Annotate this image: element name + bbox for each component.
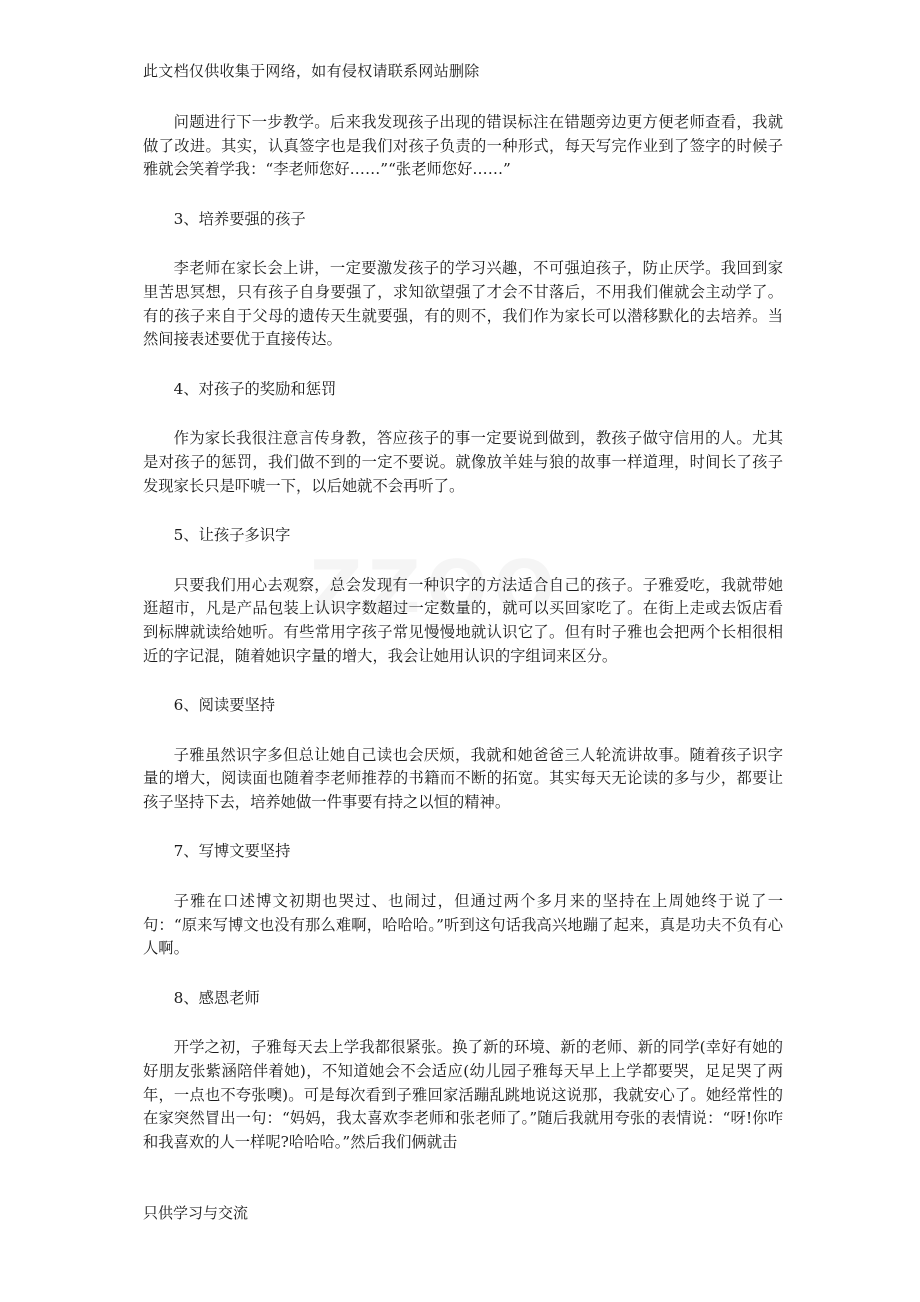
section-paragraph-4: 作为家长我很注意言传身教，答应孩子的事一定要说到做到，教孩子做守信用的人。尤其是对孩子的惩罚，我们做不到的一定不要说。就像放羊娃与狼的故事一样道理，时间长了孩子发现家长只是吓唬一下，以后她就不会再听了。 <box>143 429 783 495</box>
section-paragraph-7: 子雅在口述博文初期也哭过、也闹过，但通过两个多月来的坚持在上周她终于说了一句：“原来写博文也没有那么难啊，哈哈哈。”听到这句话我高兴地蹦了起来，真是功夫不负有心人啊。 <box>143 892 783 958</box>
section-paragraph-5: 只要我们用心去观察，总会发现有一种识字的方法适合自己的孩子。子雅爱吃，我就带她逛超市，凡是产品包装上认识字数超过一定数量的，就可以买回家吃了。在街上走或去饭店看到标牌就读给她听。有些常用字孩子常见慢慢地就认识它了。但有时子雅也会把两个长相很相近的字记混，随着她识字量的增大，我会让她用认识的字组词来区分。 <box>143 575 783 665</box>
section-heading-6: 6、阅读要坚持 <box>173 696 276 715</box>
section-paragraph-3: 李老师在家长会上讲，一定要激发孩子的学习兴趣，不可强迫孩子，防止厌学。我回到家里苦思冥想，只有孩子自身要强了，求知欲望强了才会不甘落后，不用我们催就会主动学了。有的孩子来自于父母的遗传天生就要强，有的则不，我们作为家长可以潜移默化的去培养。当然间接表述要优于直接传达。 <box>143 259 783 349</box>
section-heading-3: 3、培养要强的孩子 <box>173 209 306 228</box>
copyright-notice: 此文档仅供收集于网络，如有侵权请联系网站删除 <box>143 62 480 80</box>
intro-paragraph: 问题进行下一步教学。后来我发现孩子出现的错误标注在错题旁边更方便老师查看，我就做了改进。其实，认真签字也是我们对孩子负责的一种形式，每天写完作业到了签字的时候子雅就会笑着学我：“李老师您好……”“张老师您好……” <box>143 113 783 179</box>
section-paragraph-8: 开学之初，子雅每天去上学我都很紧张。换了新的环境、新的老师、新的同学(幸好有她的好朋友张紫涵陪伴着她)，不知道她会不会适应(幼儿园子雅每天早上上学都要哭，足足哭了两年，一点也不夸张噢)。可是每次看到子雅回家活蹦乱跳地说这说那，我就安心了。她经常性的在家突然冒出一句：“妈妈，我太喜欢李老师和张老师了。”随后我就用夸张的表情说：“呀!你咋和我喜欢的人一样呢?哈哈哈。”然后我们俩就击 <box>143 1038 783 1151</box>
section-heading-5: 5、让孩子多识字 <box>173 526 291 545</box>
section-heading-7: 7、写博文要坚持 <box>173 842 291 861</box>
footer-note: 只供学习与交流 <box>143 1204 249 1222</box>
section-paragraph-6: 子雅虽然识字多但总让她自己读也会厌烦，我就和她爸爸三人轮流讲故事。随着孩子识字量的增大，阅读面也随着李老师推荐的书籍而不断的拓宽。其实每天无论读的多与少，都要让孩子坚持下去，培养她做一件事要有持之以恒的精神。 <box>143 745 783 811</box>
document-body <box>143 111 783 1154</box>
section-heading-4: 4、对孩子的奖励和惩罚 <box>173 379 337 398</box>
section-heading-8: 8、感恩老师 <box>173 988 260 1007</box>
